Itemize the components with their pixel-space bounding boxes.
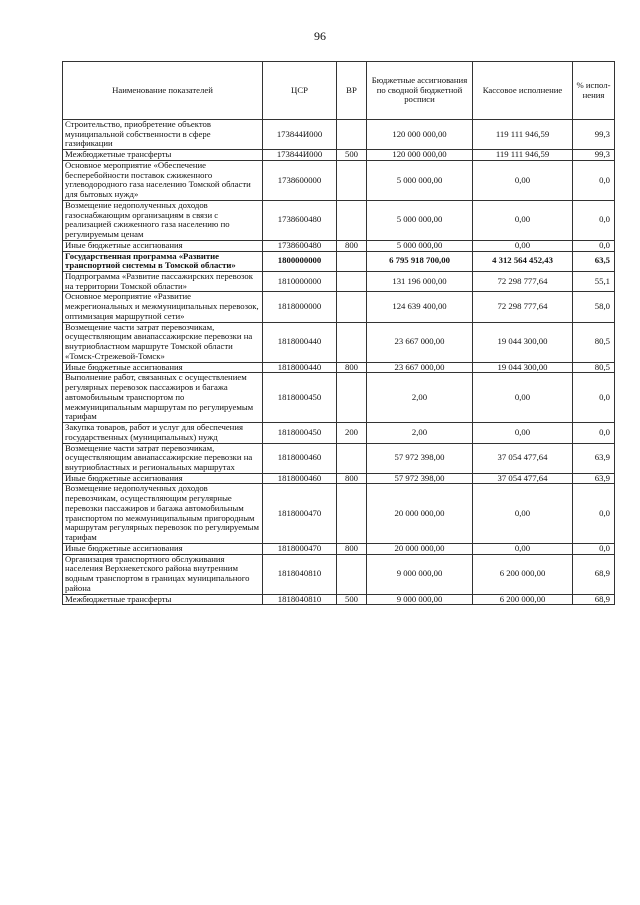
table-row [63,473,615,484]
cell-csr: 1818000470 [263,543,337,554]
cell-csr: 1818000440 [263,362,337,373]
cell-cash: 0,00 [473,240,573,251]
table-row [63,272,615,292]
cell-budget: 124 639 400,00 [367,292,473,322]
cell-percent: 58,0 [573,292,615,322]
cell-cash: 37 054 477,64 [473,443,573,473]
cell-cash: 0,00 [473,543,573,554]
cell-budget: 9 000 000,00 [367,594,473,605]
table-row [63,240,615,251]
table-row [63,543,615,554]
budget-table [62,61,615,605]
cell-name: Возмещение недополученных доходов газоснабжающим организациям в связи с реализацией сжиженного газа населению по регулируемым ценам [63,200,263,240]
cell-csr: 1818000450 [263,373,337,423]
cell-percent: 63,5 [573,251,615,271]
cell-csr: 1738600000 [263,160,337,200]
cell-csr: 1818000000 [263,292,337,322]
cell-csr: 1738600480 [263,240,337,251]
table-row [63,443,615,473]
cell-percent: 63,9 [573,473,615,484]
cell-percent: 63,9 [573,443,615,473]
cell-budget: 5 000 000,00 [367,200,473,240]
cell-name: Межбюджетные трансферты [63,594,263,605]
cell-percent: 0,0 [573,423,615,443]
cell-cash: 6 200 000,00 [473,554,573,594]
cell-name: Иные бюджетные ассигнования [63,362,263,373]
cell-cash: 19 044 300,00 [473,362,573,373]
cell-vr: 800 [337,240,367,251]
cell-percent: 0,0 [573,373,615,423]
cell-budget: 131 196 000,00 [367,272,473,292]
cell-name: Возмещение недополученных доходов перевозчикам, осуществляющим регулярные перевозки пассажиров и багажа автомобильным транспортом по межмуниципальным пригородным маршрутам регулярных перевозок по регулируемым тарифам [63,484,263,543]
table-row [63,373,615,423]
cell-budget: 2,00 [367,423,473,443]
cell-vr [337,554,367,594]
cell-percent: 68,9 [573,594,615,605]
cell-percent: 99,3 [573,120,615,150]
table-body [63,120,615,605]
cell-vr: 500 [337,594,367,605]
cell-vr: 500 [337,150,367,161]
cell-name: Основное мероприятие «Обеспечение бесперебойности поставок сжиженного углеводородного газа населению Томской области для бытовых нужд» [63,160,263,200]
cell-name: Строительство, приобретение объектов муниципальной собственности в сфере газификации [63,120,263,150]
cell-budget: 5 000 000,00 [367,240,473,251]
cell-cash: 0,00 [473,484,573,543]
cell-name: Государственная программа «Развитие транспортной системы в Томской области» [63,251,263,271]
cell-percent: 0,0 [573,240,615,251]
cell-cash: 72 298 777,64 [473,292,573,322]
cell-csr: 1738600480 [263,200,337,240]
table-header-row [63,62,615,120]
cell-vr [337,443,367,473]
cell-budget: 20 000 000,00 [367,543,473,554]
cell-budget: 6 795 918 700,00 [367,251,473,271]
cell-cash: 119 111 946,59 [473,150,573,161]
cell-budget: 9 000 000,00 [367,554,473,594]
table-row [63,292,615,322]
cell-csr: 1818000470 [263,484,337,543]
cell-csr: 1818000460 [263,473,337,484]
cell-vr [337,200,367,240]
cell-budget: 57 972 398,00 [367,443,473,473]
cell-name: Подпрограмма «Развитие пассажирских перевозок на территории Томской области» [63,272,263,292]
cell-vr [337,251,367,271]
cell-percent: 0,0 [573,200,615,240]
cell-budget: 23 667 000,00 [367,362,473,373]
cell-cash: 6 200 000,00 [473,594,573,605]
cell-vr: 200 [337,423,367,443]
cell-budget: 5 000 000,00 [367,160,473,200]
table-row [63,150,615,161]
cell-budget: 23 667 000,00 [367,322,473,362]
cell-name: Выполнение работ, связанных с осуществлением регулярных перевозок пассажиров и багажа автомобильным транспортом по межмуниципальным маршрутам по регулируемым тарифам [63,373,263,423]
cell-csr: 173844И000 [263,120,337,150]
cell-csr: 1818040810 [263,594,337,605]
cell-percent: 0,0 [573,160,615,200]
cell-vr: 800 [337,473,367,484]
cell-csr: 1800000000 [263,251,337,271]
header-csr: ЦСР [263,62,337,120]
cell-cash: 0,00 [473,160,573,200]
table-row [63,120,615,150]
cell-cash: 0,00 [473,200,573,240]
cell-name: Межбюджетные трансферты [63,150,263,161]
cell-budget: 120 000 000,00 [367,150,473,161]
table-row [63,594,615,605]
table-row [63,423,615,443]
cell-csr: 1818000450 [263,423,337,443]
cell-percent: 99,3 [573,150,615,161]
cell-vr [337,120,367,150]
cell-cash: 72 298 777,64 [473,272,573,292]
cell-name: Иные бюджетные ассигнования [63,240,263,251]
header-name: Наименование показателей [63,62,263,120]
cell-percent: 80,5 [573,362,615,373]
cell-budget: 20 000 000,00 [367,484,473,543]
cell-vr [337,292,367,322]
cell-cash: 0,00 [473,423,573,443]
cell-name: Закупка товаров, работ и услуг для обеспечения государственных (муниципальных) нужд [63,423,263,443]
cell-csr: 173844И000 [263,150,337,161]
cell-cash: 4 312 564 452,43 [473,251,573,271]
cell-name: Иные бюджетные ассигнования [63,543,263,554]
cell-percent: 0,0 [573,543,615,554]
header-vr: ВР [337,62,367,120]
cell-cash: 0,00 [473,373,573,423]
cell-csr: 1818040810 [263,554,337,594]
cell-percent: 68,9 [573,554,615,594]
cell-budget: 120 000 000,00 [367,120,473,150]
cell-percent: 0,0 [573,484,615,543]
cell-budget: 2,00 [367,373,473,423]
cell-cash: 19 044 300,00 [473,322,573,362]
cell-csr: 1818000460 [263,443,337,473]
page-number: 96 [314,29,326,43]
cell-vr: 800 [337,362,367,373]
cell-vr [337,322,367,362]
cell-percent: 80,5 [573,322,615,362]
cell-name: Основное мероприятие «Развитие межрегиональных и межмуниципальных перевозок, оптимизация маршрутной сети» [63,292,263,322]
cell-name: Возмещение части затрат перевозчикам, осуществляющим авиапассажирские перевозки на внутриобластных и региональных маршрутах [63,443,263,473]
cell-budget: 57 972 398,00 [367,473,473,484]
table-row [63,200,615,240]
header-budget: Бюджетные ассигнования по сводной бюджетной росписи [367,62,473,120]
cell-csr: 1818000440 [263,322,337,362]
cell-name: Организация транспортного обслуживания населения Верхнекетского района внутренним водным транспортом в границах муниципального района [63,554,263,594]
cell-vr [337,484,367,543]
cell-name: Возмещение части затрат перевозчикам, осуществляющим авиапассажирские перевозки на внутриобластном маршруте Томской области «Томск-Стрежевой-Томск» [63,322,263,362]
cell-cash: 119 111 946,59 [473,120,573,150]
cell-percent: 55,1 [573,272,615,292]
cell-vr [337,272,367,292]
cell-vr: 800 [337,543,367,554]
header-cash: Кассовое исполнение [473,62,573,120]
table-row [63,362,615,373]
table-row [63,484,615,543]
cell-cash: 37 054 477,64 [473,473,573,484]
cell-vr [337,160,367,200]
cell-vr [337,373,367,423]
table-row [63,554,615,594]
header-percent: % испол-нения [573,62,615,120]
cell-csr: 1810000000 [263,272,337,292]
cell-name: Иные бюджетные ассигнования [63,473,263,484]
table-row [63,322,615,362]
table-row [63,160,615,200]
table-row [63,251,615,271]
